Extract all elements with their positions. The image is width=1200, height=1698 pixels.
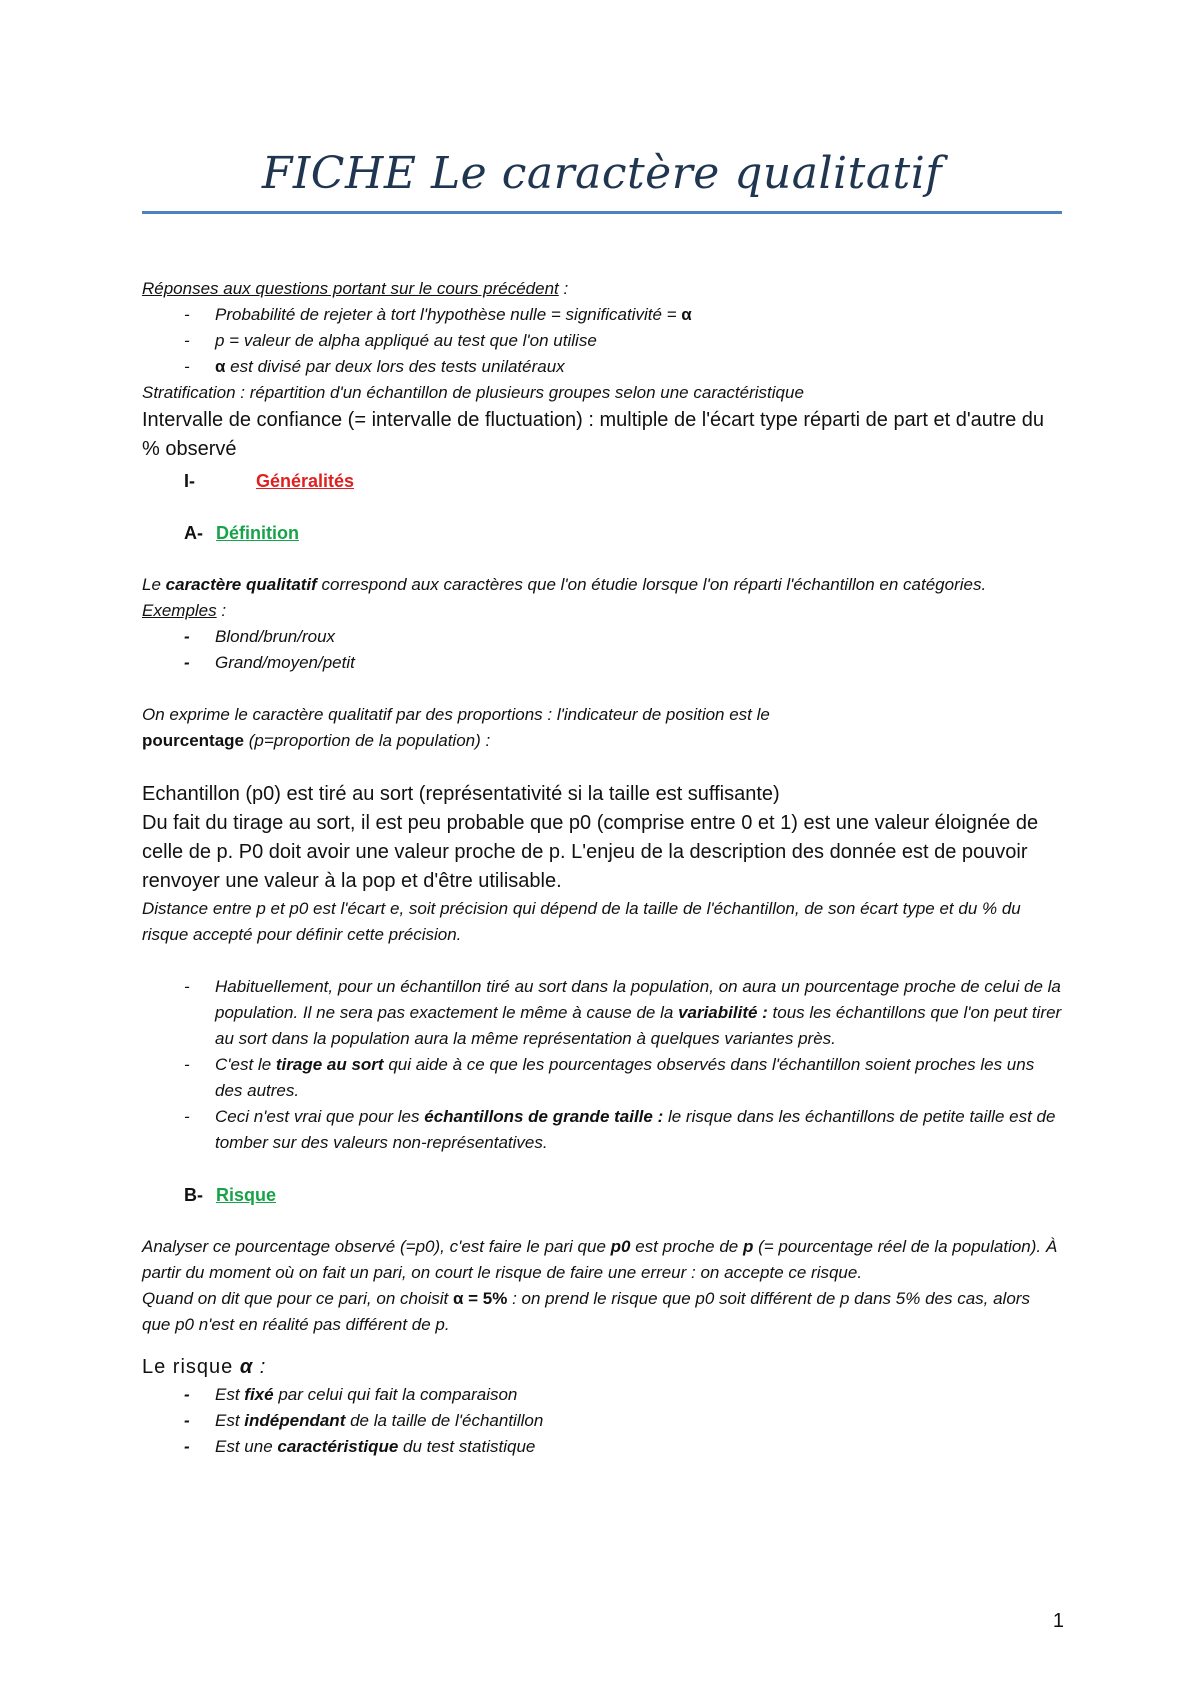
page-number: 1 xyxy=(1052,1610,1064,1632)
text: Habituellement, pour un échantillon tiré au sort dans la population, on aura un pourcentage proche de celui de la population. Il ne sera pas exactement le même à cause de la xyxy=(215,977,1061,1022)
section-title: Définition xyxy=(216,523,299,543)
section-heading-generalites xyxy=(142,468,1062,494)
bold-term: échantillons de grande taille : xyxy=(424,1107,664,1126)
examples-label xyxy=(142,598,1062,624)
text: qui aide à ce que les pourcentages observés dans l'échantillon soient proches les uns des autres. xyxy=(215,1055,1035,1100)
text: (p=proportion de la population) : xyxy=(244,731,491,750)
text: par celui qui fait la comparaison xyxy=(273,1385,518,1404)
stratification-line: Stratification : répartition d'un échantillon de plusieurs groupes selon une caractéristique xyxy=(142,383,804,402)
section-title: Généralités xyxy=(256,471,355,491)
list-item-text: Blond/brun/roux xyxy=(215,627,336,646)
bold-term: p xyxy=(742,1237,754,1256)
list-item: - Grand/moyen/petit xyxy=(184,653,355,672)
text: du test statistique xyxy=(398,1437,536,1456)
examples-label-suffix: : xyxy=(216,601,227,620)
definition-paragraph xyxy=(142,572,1062,598)
express-paragraph xyxy=(142,702,1062,754)
list-item-text: Grand/moyen/petit xyxy=(215,653,355,672)
text: Est xyxy=(215,1385,245,1404)
definition-term: caractère qualitatif xyxy=(165,575,317,594)
bold-term: variabilité : xyxy=(678,1003,768,1022)
echantillon-line: Echantillon (p0) est tiré au sort (représentativité si la taille est suffisante) xyxy=(142,783,780,805)
list-item: - Blond/brun/roux xyxy=(184,627,336,646)
text: de la taille de l'échantillon xyxy=(345,1411,544,1430)
intro-heading-suffix: : xyxy=(558,279,569,298)
section-heading-definition xyxy=(142,520,1062,546)
text: Le risque xyxy=(142,1356,240,1378)
distance-paragraph: Distance entre p et p0 est l'écart e, soit précision qui dépend de la taille de l'échantillon, de son écart type et du % du risque accepté pour définir cette précision. xyxy=(142,899,1021,944)
list-item: - Est fixé par celui qui fait la comparaison xyxy=(184,1385,518,1404)
title-underline xyxy=(142,211,1062,214)
list-item: - C'est le tirage au sort qui aide à ce que les pourcentages observés dans l'échantillon soient proches les uns des autres. xyxy=(184,1055,1035,1100)
text: On exprime le caractère qualitatif par des proportions : l'indicateur de position est le xyxy=(142,705,770,724)
text: est proche de xyxy=(630,1237,743,1256)
bold-term: p0 xyxy=(610,1237,631,1256)
text: tous les échantillons que l'on peut tirer au sort dans la population aura la même représentation à quelques variantes près. xyxy=(215,1003,1062,1048)
section-heading-risque xyxy=(142,1182,1062,1208)
risk-list xyxy=(142,1382,1062,1460)
bold-term: indépendant xyxy=(244,1411,346,1430)
risk-heading xyxy=(142,1352,1062,1382)
list-item: - Ceci n'est vrai que pour les échantillons de grande taille : le risque dans les échantillons de petite taille est de tomber sur des valeurs non-représentatives. xyxy=(184,1107,1056,1152)
intervalle-paragraph: Intervalle de confiance (= intervalle de fluctuation) : multiple de l'écart type réparti de part et d'autre du % observé xyxy=(142,409,1045,460)
list-item: - Probabilité de rejeter à tort l'hypothèse nulle = significativité = α xyxy=(184,305,692,324)
text: : xyxy=(253,1356,267,1378)
examples-label-text: Exemples xyxy=(142,601,217,620)
section-number: A- xyxy=(184,523,203,543)
list-item: - Est une caractéristique du test statistique xyxy=(184,1437,536,1456)
list-item-text: est divisé par deux lors des tests unilatéraux xyxy=(225,357,565,376)
pourcentage-term: pourcentage xyxy=(142,731,245,750)
section-number: I- xyxy=(184,471,195,491)
text: Est une xyxy=(215,1437,278,1456)
section-title: Risque xyxy=(216,1185,277,1205)
list-item: - p = valeur de alpha appliqué au test que l'on utilise xyxy=(184,331,597,350)
text: (= pourcentage réel de la population). À partir du moment où on fait un pari, on court le risque de faire une erreur : on accepte ce risque. xyxy=(142,1237,1058,1282)
text: Le xyxy=(142,575,166,594)
text: Ceci n'est vrai que pour les xyxy=(215,1107,425,1126)
text: Quand on dit que pour ce pari, on choisit xyxy=(142,1289,453,1308)
bold-term: tirage au sort xyxy=(275,1055,384,1074)
intro-list xyxy=(142,302,1062,380)
risque-paragraph-1 xyxy=(142,1234,1062,1286)
bold-term: caractéristique xyxy=(277,1437,399,1456)
alpha-symbol: α xyxy=(239,1356,254,1378)
list-item: - Habituellement, pour un échantillon tiré au sort dans la population, on aura un pourcentage proche de celui de la population. Il ne sera pas exactement le même à cause de la variabilité : tous les échantillons que l'on peut tirer au sort dans la population aura la même représentation à quelques variantes près. xyxy=(184,977,1062,1048)
tirage-paragraph: Du fait du tirage au sort, il est peu probable que p0 (comprise entre 0 et 1) est une valeur éloignée de celle de p. P0 doit avoir une valeur proche de p. L'enjeu de la description des donnée est de pouvoir renvoyer une valeur à la pop et d'être utilisable. xyxy=(142,812,1039,892)
text: Est xyxy=(215,1411,245,1430)
list-item-text: p = valeur de alpha appliqué au test que l'on utilise xyxy=(215,331,597,350)
text: Analyser ce pourcentage observé (=p0), c'est faire le pari que xyxy=(142,1237,611,1256)
text: le risque dans les échantillons de petite taille est de tomber sur des valeurs non-représentatives. xyxy=(215,1107,1056,1152)
text: : on prend le risque que p0 soit différent de p dans 5% des cas, alors que p0 n'est en réalité pas différent de p. xyxy=(142,1289,1030,1334)
text: correspond aux caractères que l'on étudie lorsque l'on réparti l'échantillon en catégories. xyxy=(316,575,987,594)
section-number: B- xyxy=(184,1185,203,1205)
examples-list xyxy=(142,624,1062,676)
document-body xyxy=(142,276,1062,1460)
intro-heading-text: Réponses aux questions portant sur le cours précédent xyxy=(142,279,559,298)
bold-term: fixé xyxy=(244,1385,274,1404)
alpha-symbol: α xyxy=(681,305,692,324)
list-item: - Est indépendant de la taille de l'échantillon xyxy=(184,1411,544,1430)
document-title: FICHE Le caractère qualitatif xyxy=(261,148,943,199)
risque-paragraph-2 xyxy=(142,1286,1062,1338)
generalites-list xyxy=(142,974,1062,1156)
alpha-value: α = 5% xyxy=(452,1289,508,1308)
list-item-text: Probabilité de rejeter à tort l'hypothèse nulle = significativité = xyxy=(215,305,682,324)
text: C'est le xyxy=(215,1055,276,1074)
intro-heading xyxy=(142,276,1062,302)
alpha-symbol: α xyxy=(215,357,226,376)
list-item: - α est divisé par deux lors des tests unilatéraux xyxy=(184,357,565,376)
